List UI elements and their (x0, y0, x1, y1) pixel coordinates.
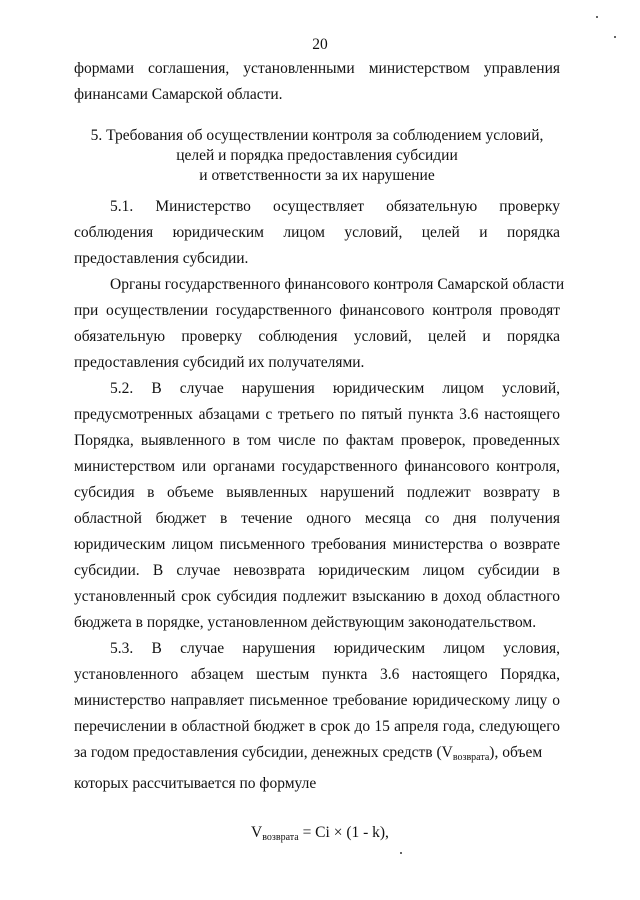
text-line: юридическим лицом письменного требования министерства о возврате (74, 536, 560, 553)
heading-line: целей и порядка предоставления субсидии (176, 147, 458, 164)
text-line: установленного абзацем шестым пункта 3.6 настоящего Порядка, (74, 666, 560, 683)
text-line: министерство направляет письменное требование юридическому лицу о (74, 692, 560, 709)
text-line: перечислении в областной бюджет в срок до 15 апреля года, следующего (74, 718, 560, 735)
text-line: областной бюджет в течение одного месяца со дня получения (74, 510, 560, 527)
text-line: бюджета в порядке, установленном действующим законодательством. (74, 614, 537, 631)
text-line: Порядка, выявленного в том числе по фактам проверок, проведенных (74, 432, 560, 449)
scan-speck (614, 36, 616, 38)
text-line: при осуществлении государственного финансового контроля проводят (74, 302, 560, 319)
text-line: 5.3. В случае нарушения юридическим лицом условия, (110, 640, 560, 657)
text-line: предусмотренных абзацами с третьего по пятый пункта 3.6 настоящего (74, 406, 560, 423)
text-line: предоставления субсидии. (74, 250, 249, 267)
scan-speck (400, 852, 402, 854)
formula-subscript: возврата (262, 832, 299, 843)
text-line: финансами Самарской области. (74, 86, 283, 103)
paragraph-5-2 (74, 376, 560, 636)
text-line: за годом предоставления субсидии, денежных средств $(V_{возврата})$, объем (74, 744, 543, 763)
subscript-text: возврата (452, 752, 490, 763)
paragraph-control-organs (74, 272, 565, 376)
paragraph-5-3 (74, 636, 560, 797)
text-line: 5.2. В случае нарушения юридическим лицом условий, (110, 380, 560, 397)
text-line: Органы государственного финансового контроля Самарской области (110, 276, 565, 293)
text-line: обязательную проверку соблюдения условий, целей и порядка (74, 328, 560, 345)
text-line: формами соглашения, установленными министерством управления (74, 60, 560, 77)
heading-line: 5. Требования об осуществлении контроля за соблюдением условий, (90, 127, 544, 144)
section-heading (74, 126, 560, 186)
text-line: министерством или органами государственного финансового контроля, (74, 458, 560, 475)
text-line: субсидии. В случае невозврата юридическим лицом субсидии в (74, 562, 560, 579)
text-line: предоставления субсидий их получателями. (74, 354, 365, 371)
paragraph-5-1 (74, 194, 560, 272)
scan-speck (596, 16, 598, 18)
text-line: установленный срок субсидия подлежит взысканию в доход областного (74, 588, 560, 605)
text-line: субсидия в объеме выявленных нарушений подлежит возврату в (74, 484, 560, 501)
formula: $V_{возврата} = Ci \times (1 - k)$, (251, 824, 389, 843)
text-line: которых рассчитывается по формуле (74, 775, 317, 792)
text-line: 5.1. Министерство осуществляет обязательную проверку (110, 198, 560, 215)
intro-paragraph (74, 56, 560, 108)
text-line: соблюдения юридическим лицом условий, целей и порядка (74, 224, 560, 241)
heading-line: и ответственности за их нарушение (199, 167, 435, 184)
page-number: 20 (312, 36, 328, 53)
